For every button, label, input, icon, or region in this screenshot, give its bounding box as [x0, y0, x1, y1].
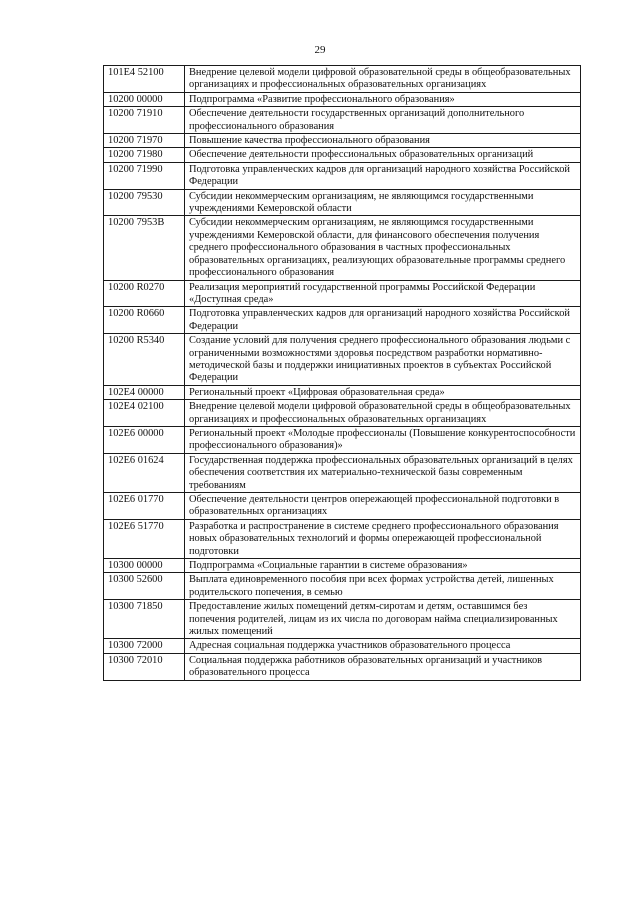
code-cell: 10200 R0660 — [104, 307, 185, 334]
name-cell: Обеспечение деятельности государственных организаций дополнительного профессионального образования — [185, 107, 581, 134]
table-row — [104, 426, 581, 453]
name-cell: Подготовка управленческих кадров для организаций народного хозяйства Российской Федерации — [185, 162, 581, 189]
table-row — [104, 107, 581, 134]
name-cell: Разработка и распространение в системе среднего профессионального образования новых образовательных технологий и формы опережающей профессиональной подготовки — [185, 519, 581, 558]
name-cell: Субсидии некоммерческим организациям, не являющимся государственными учреждениями Кемеровской области, для финансового обеспечения получения среднего профессионального образования в частных профессиональных образовательных организациях, реализующих образовательные программы среднего профессионального образования — [185, 216, 581, 280]
table-row — [104, 66, 581, 93]
table-row — [104, 92, 581, 106]
name-cell: Внедрение целевой модели цифровой образовательной среды в общеобразовательных организациях и профессиональных образовательных организациях — [185, 66, 581, 93]
code-cell: 10200 79530 — [104, 189, 185, 216]
code-cell: 102E6 00000 — [104, 426, 185, 453]
table-row — [104, 453, 581, 492]
name-cell: Субсидии некоммерческим организациям, не являющимся государственными учреждениями Кемеровской области — [185, 189, 581, 216]
budget-classification-table — [103, 65, 581, 681]
table-row — [104, 189, 581, 216]
code-cell: 10300 72010 — [104, 653, 185, 680]
code-cell: 10200 71910 — [104, 107, 185, 134]
name-cell: Подпрограмма «Социальные гарантии в системе образования» — [185, 559, 581, 573]
code-cell: 10200 71970 — [104, 134, 185, 148]
table-row — [104, 334, 581, 386]
name-cell: Адресная социальная поддержка участников образовательного процесса — [185, 639, 581, 653]
table-row — [104, 280, 581, 307]
table-row — [104, 216, 581, 280]
code-cell: 101E4 52100 — [104, 66, 185, 93]
name-cell: Подпрограмма «Развитие профессионального образования» — [185, 92, 581, 106]
code-cell: 102E6 51770 — [104, 519, 185, 558]
table-row — [104, 385, 581, 399]
name-cell: Социальная поддержка работников образовательных организаций и участников образовательного процесса — [185, 653, 581, 680]
name-cell: Повышение качества профессионального образования — [185, 134, 581, 148]
table-row — [104, 148, 581, 162]
page-number: 29 — [314, 44, 326, 56]
table-row — [104, 493, 581, 520]
table-row — [104, 559, 581, 573]
table-row — [104, 573, 581, 600]
name-cell: Подготовка управленческих кадров для организаций народного хозяйства Российской Федерации — [185, 307, 581, 334]
table-row — [104, 400, 581, 427]
code-cell: 10300 52600 — [104, 573, 185, 600]
name-cell: Региональный проект «Цифровая образовательная среда» — [185, 385, 581, 399]
code-cell: 10300 72000 — [104, 639, 185, 653]
name-cell: Региональный проект «Молодые профессионалы (Повышение конкурентоспособности профессионального образования)» — [185, 426, 581, 453]
table-row — [104, 307, 581, 334]
table-row — [104, 600, 581, 639]
name-cell: Предоставление жилых помещений детям-сиротам и детям, оставшимся без попечения родителей, лицам из их числа по договорам найма специализированных жилых помещений — [185, 600, 581, 639]
code-cell: 10300 00000 — [104, 559, 185, 573]
code-cell: 10200 R0270 — [104, 280, 185, 307]
code-cell: 10200 R5340 — [104, 334, 185, 386]
code-cell: 102E4 00000 — [104, 385, 185, 399]
table-body — [104, 66, 581, 681]
code-cell: 10200 00000 — [104, 92, 185, 106]
code-cell: 10200 7953В — [104, 216, 185, 280]
name-cell: Создание условий для получения среднего профессионального образования людьми с ограниченными возможностями здоровья посредством разработки нормативно-методической базы и поддержки инициативных проектов в субъектах Российской Федерации — [185, 334, 581, 386]
name-cell: Обеспечение деятельности центров опережающей профессиональной подготовки в образовательных организациях — [185, 493, 581, 520]
name-cell: Выплата единовременного пособия при всех формах устройства детей, лишенных родительского попечения, в семью — [185, 573, 581, 600]
code-cell: 102E6 01624 — [104, 453, 185, 492]
table-row — [104, 519, 581, 558]
table-row — [104, 653, 581, 680]
name-cell: Обеспечение деятельности профессиональных образовательных организаций — [185, 148, 581, 162]
code-cell: 102E4 02100 — [104, 400, 185, 427]
code-cell: 10200 71990 — [104, 162, 185, 189]
name-cell: Внедрение целевой модели цифровой образовательной среды в общеобразовательных организациях и профессиональных образовательных организациях — [185, 400, 581, 427]
code-cell: 10200 71980 — [104, 148, 185, 162]
table-row — [104, 639, 581, 653]
table-row — [104, 134, 581, 148]
name-cell: Государственная поддержка профессиональных образовательных организаций в целях обеспечения соответствия их материально-технической базы современным требованиям — [185, 453, 581, 492]
code-cell: 10300 71850 — [104, 600, 185, 639]
code-cell: 102E6 01770 — [104, 493, 185, 520]
table-row — [104, 162, 581, 189]
name-cell: Реализация мероприятий государственной программы Российской Федерации «Доступная среда» — [185, 280, 581, 307]
